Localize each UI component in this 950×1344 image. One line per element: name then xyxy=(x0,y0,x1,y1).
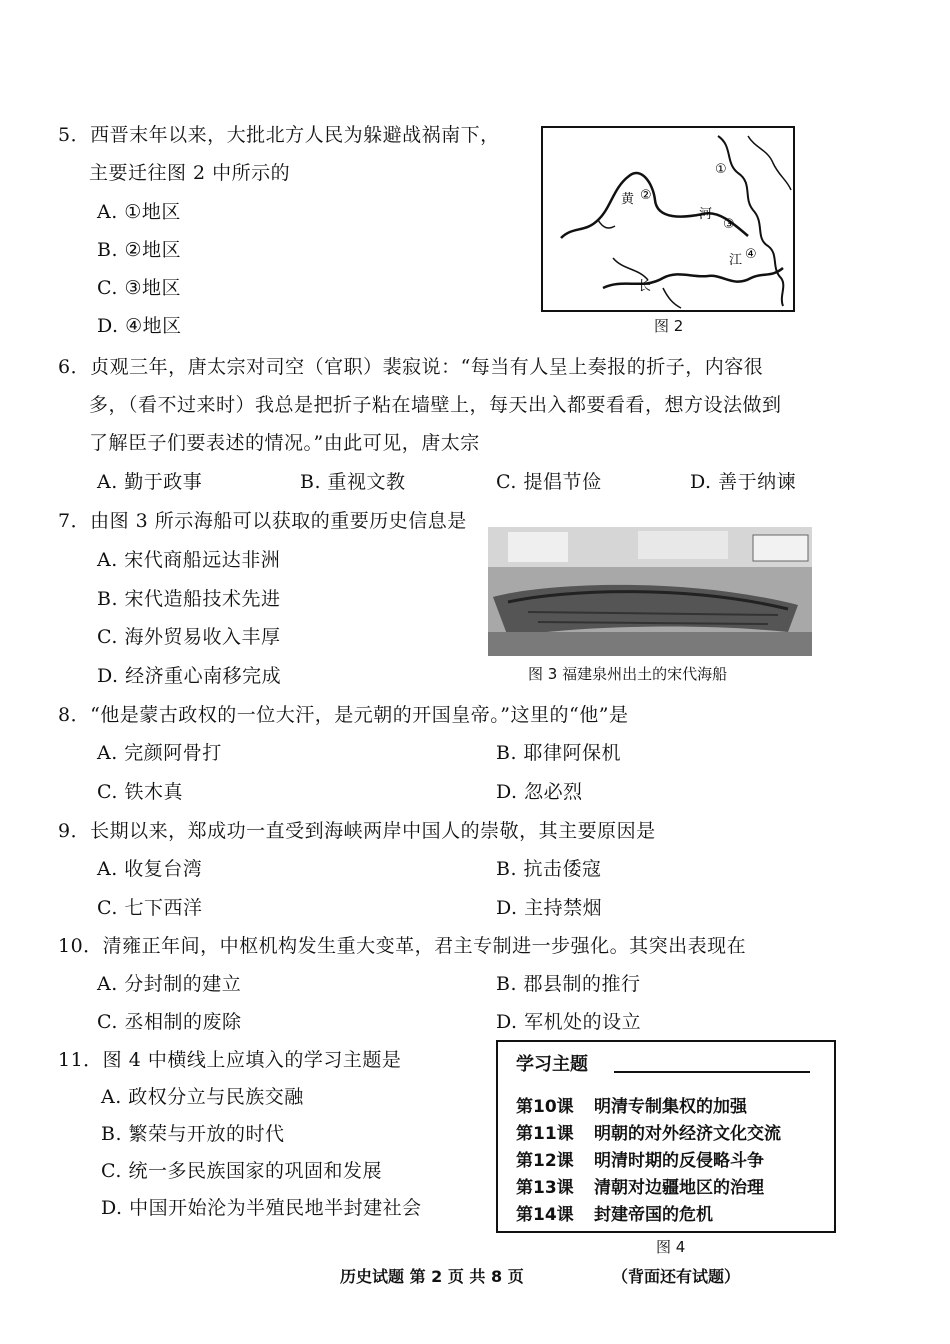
study-topic-blank-line xyxy=(614,1071,810,1073)
study-topic-title: 学习主题 xyxy=(516,1054,588,1075)
lesson-number: 第12课 xyxy=(516,1151,574,1171)
ship-photo-drawing xyxy=(488,527,812,656)
map-label-chang: 长 xyxy=(638,279,652,294)
yangtze-river-line xyxy=(603,268,783,288)
lesson-row xyxy=(516,1200,713,1225)
lesson-title: 明清时期的反侵略斗争 xyxy=(594,1151,764,1171)
q8-option-b: B. 耶律阿保机 xyxy=(496,742,622,764)
map-figure-2 xyxy=(541,126,795,312)
yellow-river-line xyxy=(561,173,748,238)
q5-stem-line2: 主要迁往图 2 中所示的 xyxy=(89,162,291,184)
q7-option-d: D. 经济重心南移完成 xyxy=(97,665,282,687)
q11-option-b: B. 繁荣与开放的时代 xyxy=(101,1123,285,1145)
q10-stem: 10．清雍正年间，中枢机构发生重大变革，君主专制进一步强化。其突出表现在 xyxy=(58,935,747,957)
figure-3-caption: 图 3 福建泉州出土的宋代海船 xyxy=(528,665,728,683)
lesson-number: 第13课 xyxy=(516,1178,574,1198)
figure-2-caption: 图 2 xyxy=(654,317,684,335)
q9-option-a: A. 收复台湾 xyxy=(97,858,203,880)
q10-option-a: A. 分封制的建立 xyxy=(97,973,242,995)
q9-option-c: C. 七下西洋 xyxy=(97,897,203,919)
map-label-4: ④ xyxy=(745,247,757,262)
lesson-row xyxy=(516,1092,747,1117)
lesson-title: 明朝的对外经济文化交流 xyxy=(594,1124,781,1144)
lesson-title: 清朝对边疆地区的治理 xyxy=(594,1178,764,1198)
study-topic-box-figure-4 xyxy=(496,1040,836,1233)
q9-stem: 9．长期以来，郑成功一直受到海峡两岸中国人的崇敬，其主要原因是 xyxy=(58,820,656,842)
q5-option-d: D. ④地区 xyxy=(97,315,182,337)
q10-option-c: C. 丞相制的废除 xyxy=(97,1011,242,1033)
lesson-title: 明清专制集权的加强 xyxy=(594,1097,747,1117)
q7-option-a: A. 宋代商船远达非洲 xyxy=(97,549,281,571)
q6-option-a: A. 勤于政事 xyxy=(97,471,203,493)
q7-option-c: C. 海外贸易收入丰厚 xyxy=(97,626,281,648)
q10-option-d: D. 军机处的设立 xyxy=(496,1011,642,1033)
q6-stem-line2: 多，（看不过来时）我总是把折子粘在墙壁上，每天出入都要看看，想方设法做到 xyxy=(89,394,782,416)
q11-option-c: C. 统一多民族国家的巩固和发展 xyxy=(101,1160,382,1182)
q8-stem: 8．“他是蒙古政权的一位大汗，是元朝的开国皇帝。”这里的“他”是 xyxy=(58,704,629,726)
page-footer-note: （背面还有试题） xyxy=(612,1267,741,1286)
q5-stem-line1: 5．西晋末年以来，大批北方人民为躲避战祸南下， xyxy=(58,124,500,146)
figure-4-caption: 图 4 xyxy=(656,1238,686,1256)
lesson-row xyxy=(516,1173,764,1198)
q5-option-b: B. ②地区 xyxy=(97,239,182,261)
map-label-jiang: 江 xyxy=(729,253,743,268)
lesson-row xyxy=(516,1119,781,1144)
q8-option-c: C. 铁木真 xyxy=(97,781,183,803)
map-label-3: ③ xyxy=(723,217,735,232)
map-label-huang: 黄 xyxy=(621,192,635,207)
lesson-number: 第14课 xyxy=(516,1205,574,1225)
q9-option-d: D. 主持禁烟 xyxy=(496,897,603,919)
q10-option-b: B. 郡县制的推行 xyxy=(496,973,641,995)
lesson-row xyxy=(516,1146,764,1171)
q6-option-c: C. 提倡节俭 xyxy=(496,471,602,493)
q11-stem: 11．图 4 中横线上应填入的学习主题是 xyxy=(58,1049,402,1071)
page-footer-info: 历史试题 第 2 页 共 8 页 xyxy=(340,1267,524,1286)
map-label-2: ② xyxy=(640,188,652,203)
q8-option-d: D. 忽必烈 xyxy=(496,781,583,803)
q6-option-b: B. 重视文教 xyxy=(300,471,406,493)
q6-stem-line1: 6．贞观三年，唐太宗对司空（官职）裴寂说：“每当有人呈上奏报的折子，内容很 xyxy=(58,356,764,378)
q5-option-c: C. ③地区 xyxy=(97,277,181,299)
ship-photo-figure-3 xyxy=(488,527,812,656)
lesson-number: 第11课 xyxy=(516,1124,574,1144)
map-label-he: 河 xyxy=(699,207,713,222)
map-label-1: ① xyxy=(715,162,727,177)
q9-option-b: B. 抗击倭寇 xyxy=(496,858,602,880)
q7-option-b: B. 宋代造船技术先进 xyxy=(97,588,281,610)
q6-stem-line3: 了解臣子们要表述的情况。”由此可见，唐太宗 xyxy=(89,432,480,454)
q7-stem: 7．由图 3 所示海船可以获取的重要历史信息是 xyxy=(58,510,467,532)
lesson-title: 封建帝国的危机 xyxy=(594,1205,713,1225)
q11-option-a: A. 政权分立与民族交融 xyxy=(101,1086,304,1108)
q6-option-d: D. 善于纳谏 xyxy=(690,471,797,493)
q11-option-d: D. 中国开始沦为半殖民地半封建社会 xyxy=(101,1197,422,1219)
map-drawing xyxy=(543,128,793,310)
lesson-number: 第10课 xyxy=(516,1097,574,1117)
q5-option-a: A. ①地区 xyxy=(97,201,181,223)
q8-option-a: A. 完颜阿骨打 xyxy=(97,742,222,764)
